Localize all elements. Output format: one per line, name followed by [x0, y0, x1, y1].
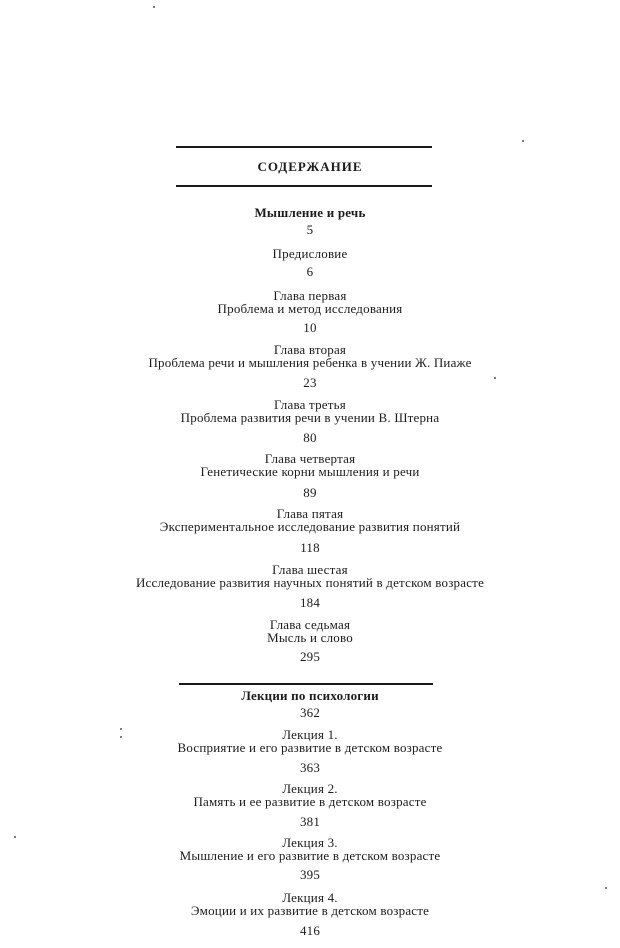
toc-heading: СОДЕРЖАНИЕ — [257, 159, 363, 174]
top-rule — [176, 146, 432, 148]
lecture4-page: 416 — [299, 923, 321, 938]
chapter4-title: Генетические корни мышления и речи — [200, 464, 420, 479]
heading-underline-rule — [176, 185, 432, 187]
chapter6-label: Глава шестая — [272, 562, 348, 577]
part1-page: 5 — [306, 222, 314, 237]
chapter7-title: Мысль и слово — [267, 630, 353, 645]
chapter5-title: Экспериментальное исследование развития понятий — [159, 519, 461, 534]
lecture2-page: 381 — [299, 814, 321, 829]
chapter6-page: 184 — [299, 595, 321, 610]
lecture1-label: Лекция 1. — [282, 727, 338, 742]
chapter3-page: 80 — [303, 430, 317, 445]
chapter4-label: Глава четвертая — [264, 451, 356, 466]
chapter2-page: 23 — [303, 375, 317, 390]
lecture3-title: Мышление и его развитие в детском возрасте — [179, 848, 441, 863]
preface-label: Предисловие — [272, 246, 348, 261]
scan-speck — [605, 887, 607, 889]
chapter3-label: Глава третья — [274, 397, 346, 412]
scan-speck — [153, 6, 155, 8]
scan-speck — [120, 728, 122, 730]
lecture4-title: Эмоции и их развитие в детском возрасте — [190, 903, 430, 918]
chapter5-page: 118 — [300, 540, 320, 555]
lecture3-label: Лекция 3. — [282, 835, 338, 850]
chapter4-page: 89 — [303, 485, 317, 500]
chapter3-title: Проблема развития речи в учении В. Штерна — [180, 410, 440, 425]
preface-page: 6 — [306, 264, 314, 279]
part1-title: Мышление и речь — [254, 205, 366, 220]
lecture2-label: Лекция 2. — [282, 781, 338, 796]
lecture1-title: Восприятие и его развитие в детском возрасте — [177, 740, 443, 755]
lecture1-page: 363 — [299, 760, 321, 775]
lecture2-title: Память и ее развитие в детском возрасте — [193, 794, 427, 809]
chapter7-label: Глава седьмая — [269, 617, 351, 632]
chapter5-label: Глава пятая — [276, 506, 344, 521]
chapter1-label: Глава первая — [273, 288, 347, 303]
scan-speck — [14, 836, 16, 838]
part2-page: 362 — [299, 705, 321, 720]
lecture4-label: Лекция 4. — [282, 890, 338, 905]
chapter1-page: 10 — [303, 320, 317, 335]
chapter2-title: Проблема речи и мышления ребенка в учении Ж. Пиаже — [148, 355, 472, 370]
scan-speck — [120, 736, 122, 738]
chapter1-title: Проблема и метод исследования — [217, 301, 403, 316]
scan-speck — [522, 140, 524, 142]
scan-speck — [494, 377, 496, 379]
chapter2-label: Глава вторая — [273, 342, 347, 357]
chapter7-page: 295 — [299, 649, 321, 664]
lecture3-page: 395 — [299, 867, 321, 882]
part2-title: Лекции по психологии — [241, 688, 379, 703]
chapter6-title: Исследование развития научных понятий в детском возрасте — [135, 575, 485, 590]
section-divider-rule — [179, 683, 433, 685]
